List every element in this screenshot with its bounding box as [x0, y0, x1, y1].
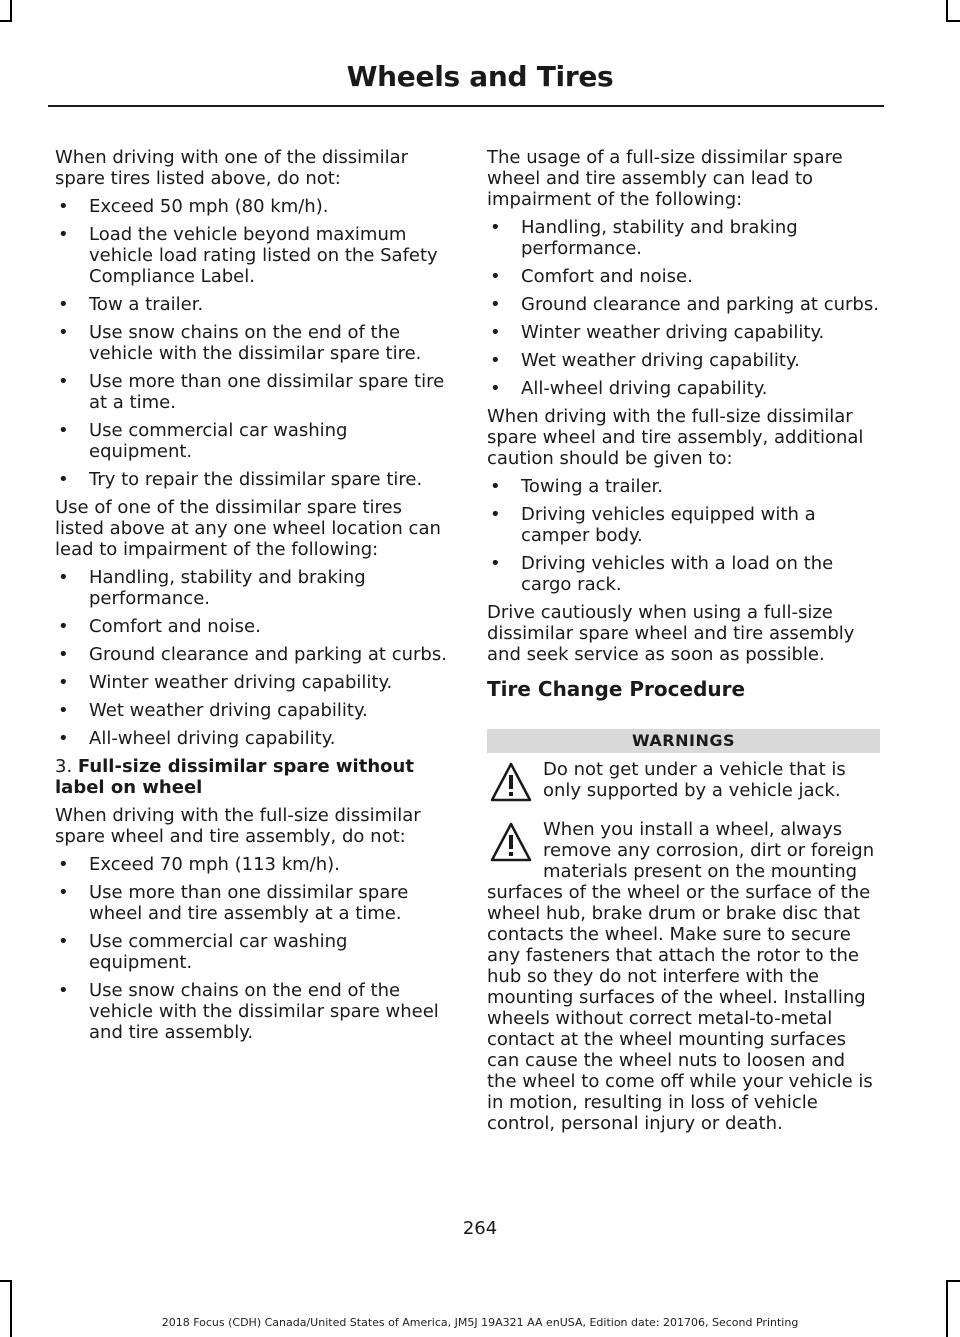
usage-list	[487, 217, 880, 399]
crop-mark	[10, 0, 12, 20]
list-item: • Comfort and noise.	[58, 616, 261, 637]
bullet: •	[58, 322, 69, 343]
section3-list	[55, 854, 447, 1043]
list-item: • Handling, stability and braking performance.	[58, 567, 366, 609]
list-item: • Use snow chains on the end of the vehicle with the dissimilar spare wheel and tire assembly.	[58, 980, 439, 1043]
list-item: • Winter weather driving capability.	[58, 672, 393, 693]
warning-text: Do not get under a vehicle that is only supported by a vehicle jack.	[543, 759, 846, 801]
warning-item	[487, 759, 880, 807]
section-number: 3.	[55, 756, 73, 777]
bullet: •	[58, 371, 69, 392]
right-column	[487, 147, 880, 1146]
list-item: • Wet weather driving capability.	[58, 700, 368, 721]
drive-cautiously-paragraph: Drive cautiously when using a full-size dissimilar spare wheel and tire assembly and seek service as soon as possible.	[487, 602, 855, 665]
list-item: • Use more than one dissimilar spare tire at a time.	[58, 371, 445, 413]
caution-list	[487, 476, 880, 595]
list-item: • Use commercial car washing equipment.	[58, 931, 348, 973]
bullet: •	[490, 350, 501, 371]
list-item: • Wet weather driving capability.	[490, 350, 800, 371]
bullet: •	[490, 217, 501, 238]
impairment-paragraph: Use of one of the dissimilar spare tires listed above at any one wheel location can lead to impairment of the following:	[55, 497, 441, 560]
list-item: • Exceed 70 mph (113 km/h).	[58, 854, 340, 875]
bullet: •	[58, 567, 69, 588]
warning-triangle-icon	[489, 821, 533, 865]
crop-mark	[0, 20, 12, 22]
list-item: • All-wheel driving capability.	[490, 378, 768, 399]
list-item: • Use snow chains on the end of the vehicle with the dissimilar spare tire.	[58, 322, 422, 364]
warning-triangle-icon	[489, 761, 533, 805]
bullet: •	[58, 616, 69, 637]
bullet: •	[58, 196, 69, 217]
list-item: • Load the vehicle beyond maximum vehicle load rating listed on the Safety Compliance Label.	[58, 224, 438, 287]
crop-mark	[946, 20, 960, 22]
page-title: Wheels and Tires	[346, 60, 614, 93]
intro-paragraph: When driving with one of the dissimilar spare tires listed above, do not:	[55, 147, 409, 189]
bullet: •	[58, 728, 69, 749]
warning-text: When you install a wheel, always remove any corrosion, dirt or foreign materials present on the mounting surfaces of the wheel or the surface of the wheel hub, brake drum or brake disc that contacts the wheel. Make sure to secure any fasteners that attach the rotor to the hub so they do not interfere with the mounting surfaces of the wheel. Installing wheels without correct metal-to-metal contact at the wheel mounting surfaces can cause the wheel nuts to loosen and the wheel to come off while your vehicle is in motion, resulting in loss of vehicle control, personal injury or death.	[487, 819, 875, 1134]
bullet: •	[58, 931, 69, 952]
bullet: •	[58, 854, 69, 875]
header-divider	[48, 105, 884, 107]
bullet: •	[58, 224, 69, 245]
bullet: •	[58, 469, 69, 490]
bullet: •	[58, 644, 69, 665]
list-item: • Ground clearance and parking at curbs.	[490, 294, 879, 315]
list-item: • Tow a trailer.	[58, 294, 204, 315]
list-item: • Use more than one dissimilar spare wheel and tire assembly at a time.	[58, 882, 409, 924]
footer-text: 2018 Focus (CDH) Canada/United States of America, JM5J 19A321 AA enUSA, Edition date: 201706, Second Printing	[161, 1316, 799, 1329]
crop-mark	[946, 0, 948, 20]
bullet: •	[490, 476, 501, 497]
bullet: •	[58, 700, 69, 721]
usage-paragraph: The usage of a full-size dissimilar spare wheel and tire assembly can lead to impairment of the following:	[487, 147, 843, 210]
section3-intro: When driving with the full-size dissimilar spare wheel and tire assembly, do not:	[55, 805, 421, 847]
warning-item	[487, 819, 880, 1134]
list-item: • Try to repair the dissimilar spare tire.	[58, 469, 423, 490]
section-heading: Tire Change Procedure	[487, 677, 746, 701]
left-column	[55, 147, 447, 1050]
bullet: •	[490, 294, 501, 315]
impairment-list	[55, 567, 447, 749]
bullet: •	[58, 980, 69, 1001]
list-item: • Comfort and noise.	[490, 266, 693, 287]
crop-mark	[946, 1280, 960, 1282]
bullet: •	[490, 553, 501, 574]
list-item: • Ground clearance and parking at curbs.	[58, 644, 447, 665]
list-item: • Exceed 50 mph (80 km/h).	[58, 196, 329, 217]
section3-heading	[55, 756, 447, 798]
bullet: •	[490, 322, 501, 343]
bullet: •	[58, 882, 69, 903]
list-item: • Driving vehicles with a load on the cargo rack.	[490, 553, 834, 595]
do-not-list	[55, 196, 447, 490]
page-number: 264	[462, 1218, 498, 1239]
bullet: •	[490, 378, 501, 399]
list-item: • Handling, stability and braking performance.	[490, 217, 798, 259]
caution-paragraph: When driving with the full-size dissimilar spare wheel and tire assembly, additional caution should be given to:	[487, 406, 864, 469]
list-item: • Towing a trailer.	[490, 476, 664, 497]
list-item: • Use commercial car washing equipment.	[58, 420, 348, 462]
bullet: •	[490, 504, 501, 525]
crop-mark	[0, 1280, 12, 1282]
bullet: •	[58, 294, 69, 315]
list-item: • Driving vehicles equipped with a camper body.	[490, 504, 816, 546]
list-item: • All-wheel driving capability.	[58, 728, 336, 749]
list-item: • Winter weather driving capability.	[490, 322, 825, 343]
bullet: •	[58, 420, 69, 441]
bullet: •	[58, 672, 69, 693]
bullet: •	[490, 266, 501, 287]
section-title: Full-size dissimilar spare without label on wheel	[55, 756, 414, 798]
warnings-bar: WARNINGS	[487, 729, 880, 753]
